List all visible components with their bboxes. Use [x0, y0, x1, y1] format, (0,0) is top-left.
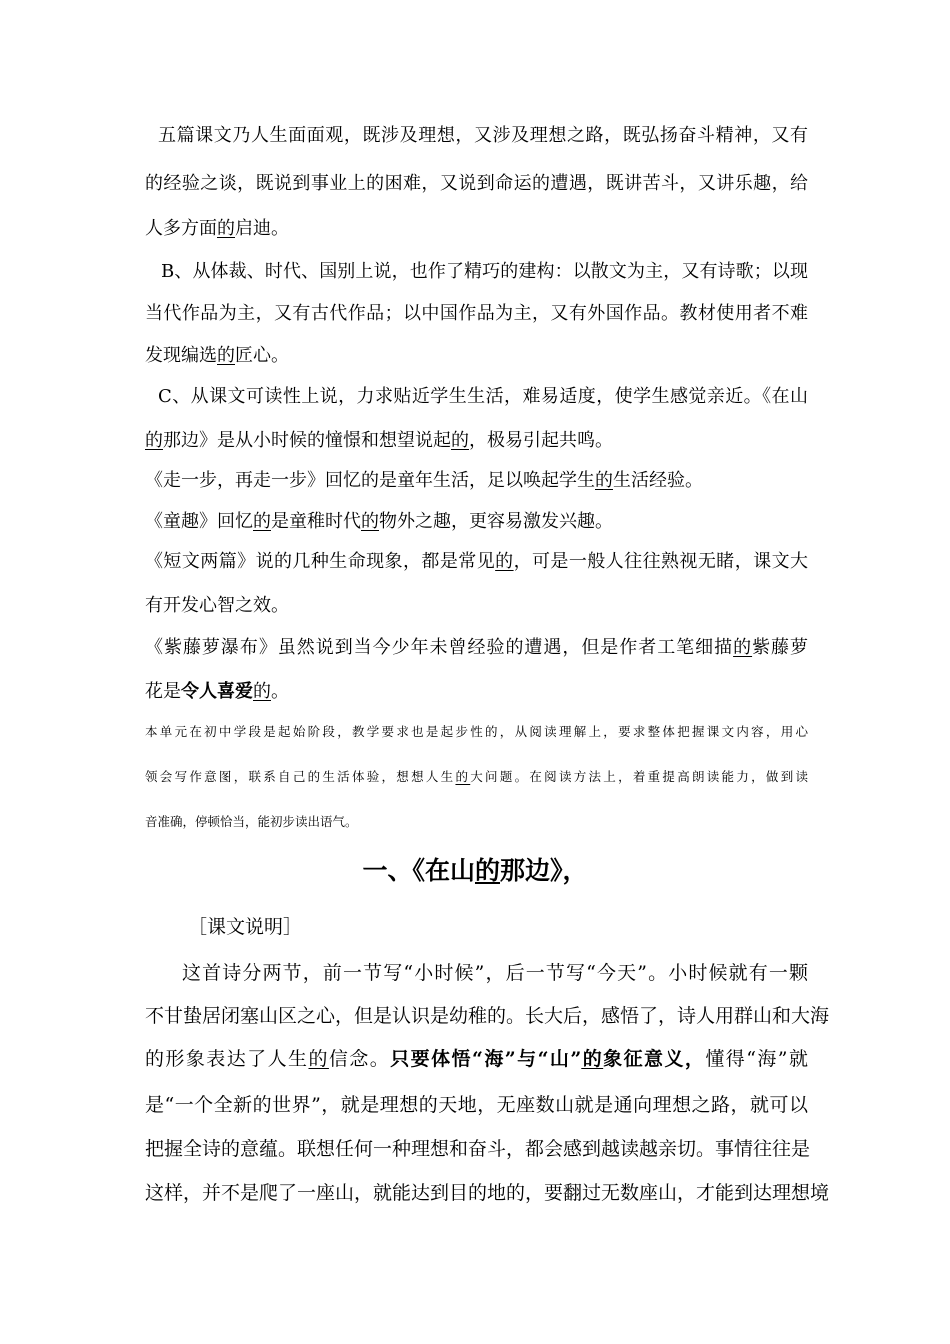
text-span: 《走一步，再走一步》回忆的是童年生活，足以唤起学生 — [145, 470, 595, 491]
duan-line-1 — [145, 550, 808, 574]
bold-text: 令人喜爱 — [181, 681, 253, 702]
body-line-1: 这首诗分两节，前一节写“小时候”，后一节写“今天”。小时候就有一颗 — [182, 962, 808, 984]
text-span: 启迪。 — [235, 218, 289, 239]
body-line-2: 不甘蛰居闭塞山区之心，但是认识是幼稚的。长大后，感悟了，诗人用群山和大海 — [145, 1005, 830, 1027]
underlined-de: 的 — [733, 637, 753, 658]
text-span: 的形象表达了人生 — [145, 1048, 309, 1070]
c-line-1: C、从课文可读性上说，力求贴近学生生活，难易适度，使学生感觉亲近。《在山 — [158, 386, 808, 407]
text-span: 大问题。在阅读方法上，着重提高朗读能力，做到读 — [470, 769, 808, 784]
underlined-de: 的 — [361, 511, 379, 532]
text-span: 《童趣》回忆 — [145, 511, 253, 532]
zou-line — [145, 469, 703, 493]
underlined-de: 的 — [595, 470, 613, 491]
text-span: 那边》是从小时候的憧憬和想望说起 — [163, 430, 451, 451]
underlined-de: 的 — [495, 551, 514, 572]
text-span: 生活经验。 — [613, 470, 703, 491]
body-line-5: 把握全诗的意蕴。联想任何一种理想和奋斗，都会感到越读越亲切。事情往往是 — [145, 1138, 811, 1160]
text-span: 匠心。 — [235, 345, 289, 366]
text-span: 人多方面 — [145, 218, 217, 239]
bold-text: 只要体悟“海”与“山” — [390, 1048, 582, 1070]
text-span: 紫藤萝 — [752, 637, 809, 658]
b-line-2: 当代作品为主，又有古代作品；以中国作品为主，又有外国作品。教材使用者不难 — [145, 303, 808, 324]
subheading: ［课文说明］ — [188, 916, 303, 938]
text-span: ，极易引起共鸣。 — [469, 430, 613, 451]
body-line-3 — [145, 1047, 808, 1071]
underlined-de: 的 — [581, 1048, 604, 1070]
unit-line-2 — [145, 768, 808, 786]
underlined-de: 的 — [217, 218, 235, 239]
unit-line-1: 本单元在初中学段是起始阶段，教学要求也是起步性的，从阅读理解上，要求整体把握课文内容，用心 — [145, 724, 808, 739]
text-span: ，可是一般人往往熟视无睹，课文大 — [513, 551, 809, 572]
b-line-1: B、从体裁、时代、国别上说，也作了精巧的建构：以散文为主，又有诗歌；以现 — [161, 261, 808, 282]
section-heading — [0, 855, 950, 887]
text-span: 是童稚时代 — [271, 511, 361, 532]
text-span: 懂得“海”就 — [705, 1048, 808, 1070]
text-span: 一、《在山 — [362, 856, 475, 885]
text-span: 。 — [271, 681, 289, 702]
underlined-de: 的 — [455, 769, 471, 784]
c-line-2 — [145, 429, 613, 453]
text-span: 信念。 — [328, 1048, 391, 1070]
duan-line-2: 有开发心智之效。 — [145, 595, 289, 616]
text-span: 《紫藤萝瀑布》虽然说到当今少年未曾经验的遭遇，但是作者工笔细描 — [145, 637, 734, 658]
body-line-4: 是“一个全新的世界”，就是理想的天地，无座数山就是通向理想之路，就可以 — [145, 1094, 808, 1116]
underlined-de: 的 — [145, 430, 163, 451]
underlined-de: 的 — [451, 430, 469, 451]
unit-line-3: 音准确，停顿恰当，能初步读出语气。 — [145, 814, 358, 829]
underlined-de: 的 — [217, 345, 235, 366]
underlined-de: 的 — [474, 856, 500, 885]
body-line-6: 这样，并不是爬了一座山，就能达到目的地的，要翻过无数座山，才能到达理想境 — [145, 1182, 830, 1204]
zi-line-1 — [145, 636, 808, 660]
underlined-de: 的 — [253, 511, 271, 532]
underlined-de: 的 — [308, 1048, 329, 1070]
zi-line-2 — [145, 680, 289, 704]
intro-line-3 — [145, 217, 289, 241]
text-span: 领会写作意图，联系自己的生活体验，想想人生 — [145, 769, 456, 784]
text-span: 那边》， — [500, 856, 588, 885]
intro-line-1: 五篇课文乃人生面面观，既涉及理想，又涉及理想之路，既弘扬奋斗精神，又有 — [158, 125, 808, 146]
bold-text: 象征意义， — [603, 1048, 706, 1070]
text-span: 物外之趣，更容易激发兴趣。 — [379, 511, 613, 532]
text-span: 发现编选 — [145, 345, 217, 366]
text-span: 《短文两篇》说的几种生命现象，都是常见 — [145, 551, 496, 572]
text-span: 花是 — [145, 681, 181, 702]
b-line-3 — [145, 344, 289, 368]
tong-line — [145, 510, 613, 534]
intro-line-2: 的经验之谈，既说到事业上的困难，又说到命运的遭遇，既讲苦斗，又讲乐趣，给 — [145, 173, 808, 194]
underlined-de: 的 — [253, 681, 271, 702]
